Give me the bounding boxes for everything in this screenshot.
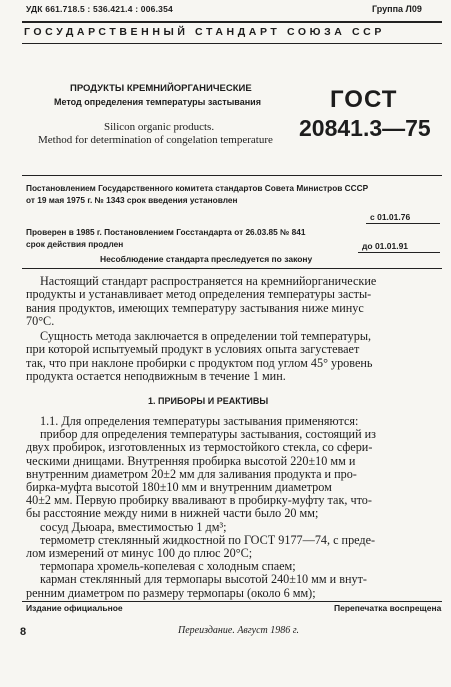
section-line: термометр стеклянный жидкостной по ГОСТ 9177—74, с преде-	[40, 532, 376, 547]
decree-rule-2	[358, 252, 440, 253]
section-line: двух пробирок, изготовленных из термостойкого стекла, со сфери-	[26, 440, 373, 455]
section-line: внутренним диаметром 20±2 мм для заливания продукта и про-	[26, 466, 357, 481]
section-line: бирка-муфта высотой 180±10 мм и внутренним диаметром	[26, 480, 332, 495]
title-block-rule	[22, 175, 442, 176]
essence-line: так, что при наклоне пробирки с продуктом под углом 45° уровень	[26, 355, 373, 370]
notice-rule	[22, 268, 442, 269]
section-line: ческими днищами. Внутренняя пробирка высотой 220±10 мм и	[26, 453, 356, 468]
product-subtitle-ru: Метод определения температуры застывания	[54, 97, 261, 107]
decree-date-1: с 01.01.76	[370, 212, 411, 222]
section-line: лом измерений от минус 100 до плюс 20°С;	[26, 546, 253, 561]
decree-line-3: Проверен в 1985 г. Постановлением Госстандарта от 26.03.85 № 841	[26, 227, 306, 237]
decree-line-1: Постановлением Государственного комитета стандартов Совета Министров СССР	[26, 183, 369, 193]
reprint-notice: Перепечатка воспрещена	[334, 603, 442, 613]
intro-line: продукты и устанавливает метод определения температуры засты-	[26, 287, 372, 302]
legal-notice: Несоблюдение стандарта преследуется по закону	[100, 254, 313, 264]
group-label: Группа Л09	[372, 4, 422, 14]
section-line: карман стеклянный для термопары высотой 240±10 мм и внут-	[40, 572, 367, 587]
essence-line: при которой испытуемый продукт в условиях опыта загустевает	[26, 342, 360, 357]
essence-paragraph	[26, 330, 440, 384]
decree-line-2: от 19 мая 1975 г. № 1343 срок введения установлен	[26, 195, 238, 205]
product-subtitle-en: Method for determination of congelation temperature	[38, 134, 273, 146]
footer-rule	[22, 601, 442, 602]
intro-line: Настоящий стандарт распространяется на кремнийорганические	[40, 274, 377, 288]
section-line: ренним диаметром по размеру термопары (около 6 мм);	[26, 585, 316, 600]
section-line: бы расстояние между ними в нижней части было 20 мм;	[26, 506, 319, 521]
section-line: термопара хромель-копелевая с холодным спаем;	[40, 559, 296, 574]
udk-code: УДК 661.718.5 : 536.421.4 : 006.354	[26, 4, 173, 14]
intro-line: 70°С.	[26, 314, 55, 329]
standard-title: ГОСУДАРСТВЕННЫЙ СТАНДАРТ СОЮЗА ССР	[24, 26, 385, 38]
section-line: 1.1. Для определения температуры застывания применяются:	[40, 414, 359, 428]
section-line: прибор для определения температуры застывания, состоящий из	[40, 427, 376, 442]
decree-date-2: до 01.01.91	[362, 241, 409, 251]
intro-paragraph	[26, 275, 440, 329]
gost-number: 20841.3—75	[299, 115, 431, 141]
section-heading: 1. ПРИБОРЫ И РЕАКТИВЫ	[148, 396, 269, 406]
gost-label: ГОСТ	[330, 86, 398, 113]
section-line: 40±2 мм. Первую пробирку вваливают в пробирку-муфту так, что-	[26, 493, 372, 508]
product-title-en: Silicon organic products.	[104, 121, 215, 133]
decree-line-4: срок действия продлен	[26, 239, 124, 249]
edition-label: Издание официальное	[26, 603, 123, 613]
header-rule-bottom	[22, 43, 442, 44]
reissue-note: Переиздание. Август 1986 г.	[178, 625, 300, 636]
page-number: 8	[20, 626, 27, 638]
header-rule-top	[22, 21, 442, 23]
product-title-ru: ПРОДУКТЫ КРЕМНИЙОРГАНИЧЕСКИЕ	[70, 83, 252, 94]
intro-line: вания продуктов, имеющих температуру застывания ниже минус	[26, 300, 364, 315]
essence-line: продукта остается неподвижным в течение 1 мин.	[26, 369, 286, 384]
decree-rule-1	[366, 223, 440, 224]
section-paragraph	[26, 415, 440, 600]
essence-line: Сущность метода заключается в определении той температуры,	[40, 329, 372, 343]
section-line: сосуд Дьюара, вместимостью 1 дм³;	[40, 519, 227, 534]
